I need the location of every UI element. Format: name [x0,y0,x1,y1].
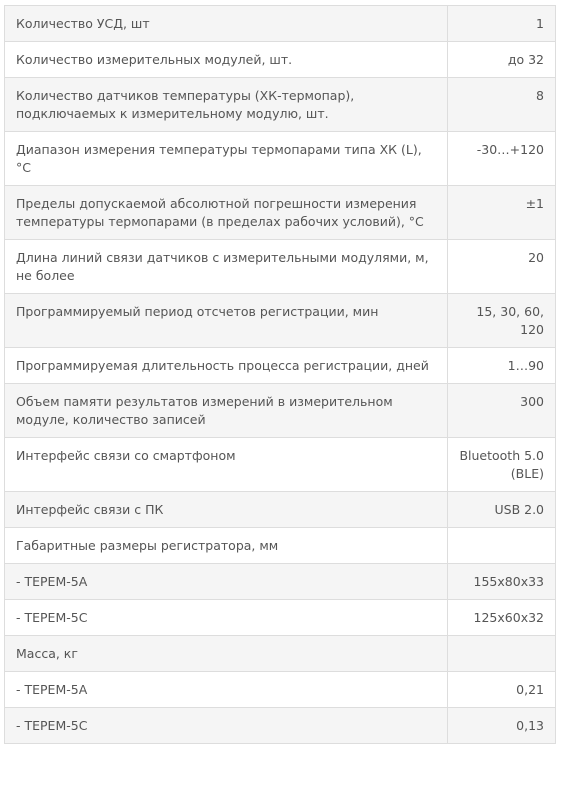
spec-label: Габаритные размеры регистратора, мм [5,528,448,564]
table-row [5,240,556,294]
table-row [5,564,556,600]
spec-label: - ТЕРЕМ-5А [5,564,448,600]
table-row [5,528,556,564]
table-row [5,132,556,186]
spec-label: - ТЕРЕМ-5А [5,672,448,708]
spec-label: Масса, кг [5,636,448,672]
spec-label: Длина линий связи датчиков с измерительными модулями, м, не более [5,240,448,294]
spec-label: Пределы допускаемой абсолютной погрешности измерения температуры термопарами (в пределах рабочих условий), °С [5,186,448,240]
spec-value [448,528,556,564]
spec-label: - ТЕРЕМ-5С [5,708,448,744]
spec-value: 8 [448,78,556,132]
spec-label: Диапазон измерения температуры термопарами типа ХК (L), °С [5,132,448,186]
table-row [5,600,556,636]
spec-value: USB 2.0 [448,492,556,528]
table-row [5,78,556,132]
table-row [5,492,556,528]
spec-value: 300 [448,384,556,438]
spec-label: Объем памяти результатов измерений в измерительном модуле, количество записей [5,384,448,438]
spec-label: Программируемый период отсчетов регистрации, мин [5,294,448,348]
spec-label: - ТЕРЕМ-5С [5,600,448,636]
specifications-table [4,5,556,744]
spec-label: Количество датчиков температуры (ХК-термопар), подключаемых к измерительному модулю, шт. [5,78,448,132]
spec-value: 1…90 [448,348,556,384]
spec-label: Количество УСД, шт [5,6,448,42]
table-row [5,42,556,78]
spec-value: ±1 [448,186,556,240]
spec-value: 0,13 [448,708,556,744]
spec-value: 155x80x33 [448,564,556,600]
table-row [5,186,556,240]
spec-value [448,636,556,672]
table-row [5,672,556,708]
table-row [5,636,556,672]
table-row [5,708,556,744]
spec-value: 125x60x32 [448,600,556,636]
table-row [5,6,556,42]
table-row [5,348,556,384]
spec-value: 15, 30, 60, 120 [448,294,556,348]
spec-value: 1 [448,6,556,42]
spec-value: -30…+120 [448,132,556,186]
spec-label: Программируемая длительность процесса регистрации, дней [5,348,448,384]
spec-value: до 32 [448,42,556,78]
spec-label: Интерфейс связи с ПК [5,492,448,528]
table-row [5,438,556,492]
spec-value: 20 [448,240,556,294]
spec-value: 0,21 [448,672,556,708]
spec-label: Количество измерительных модулей, шт. [5,42,448,78]
table-row [5,384,556,438]
spec-label: Интерфейс связи со смартфоном [5,438,448,492]
table-row [5,294,556,348]
spec-value: Bluetooth 5.0 (BLE) [448,438,556,492]
